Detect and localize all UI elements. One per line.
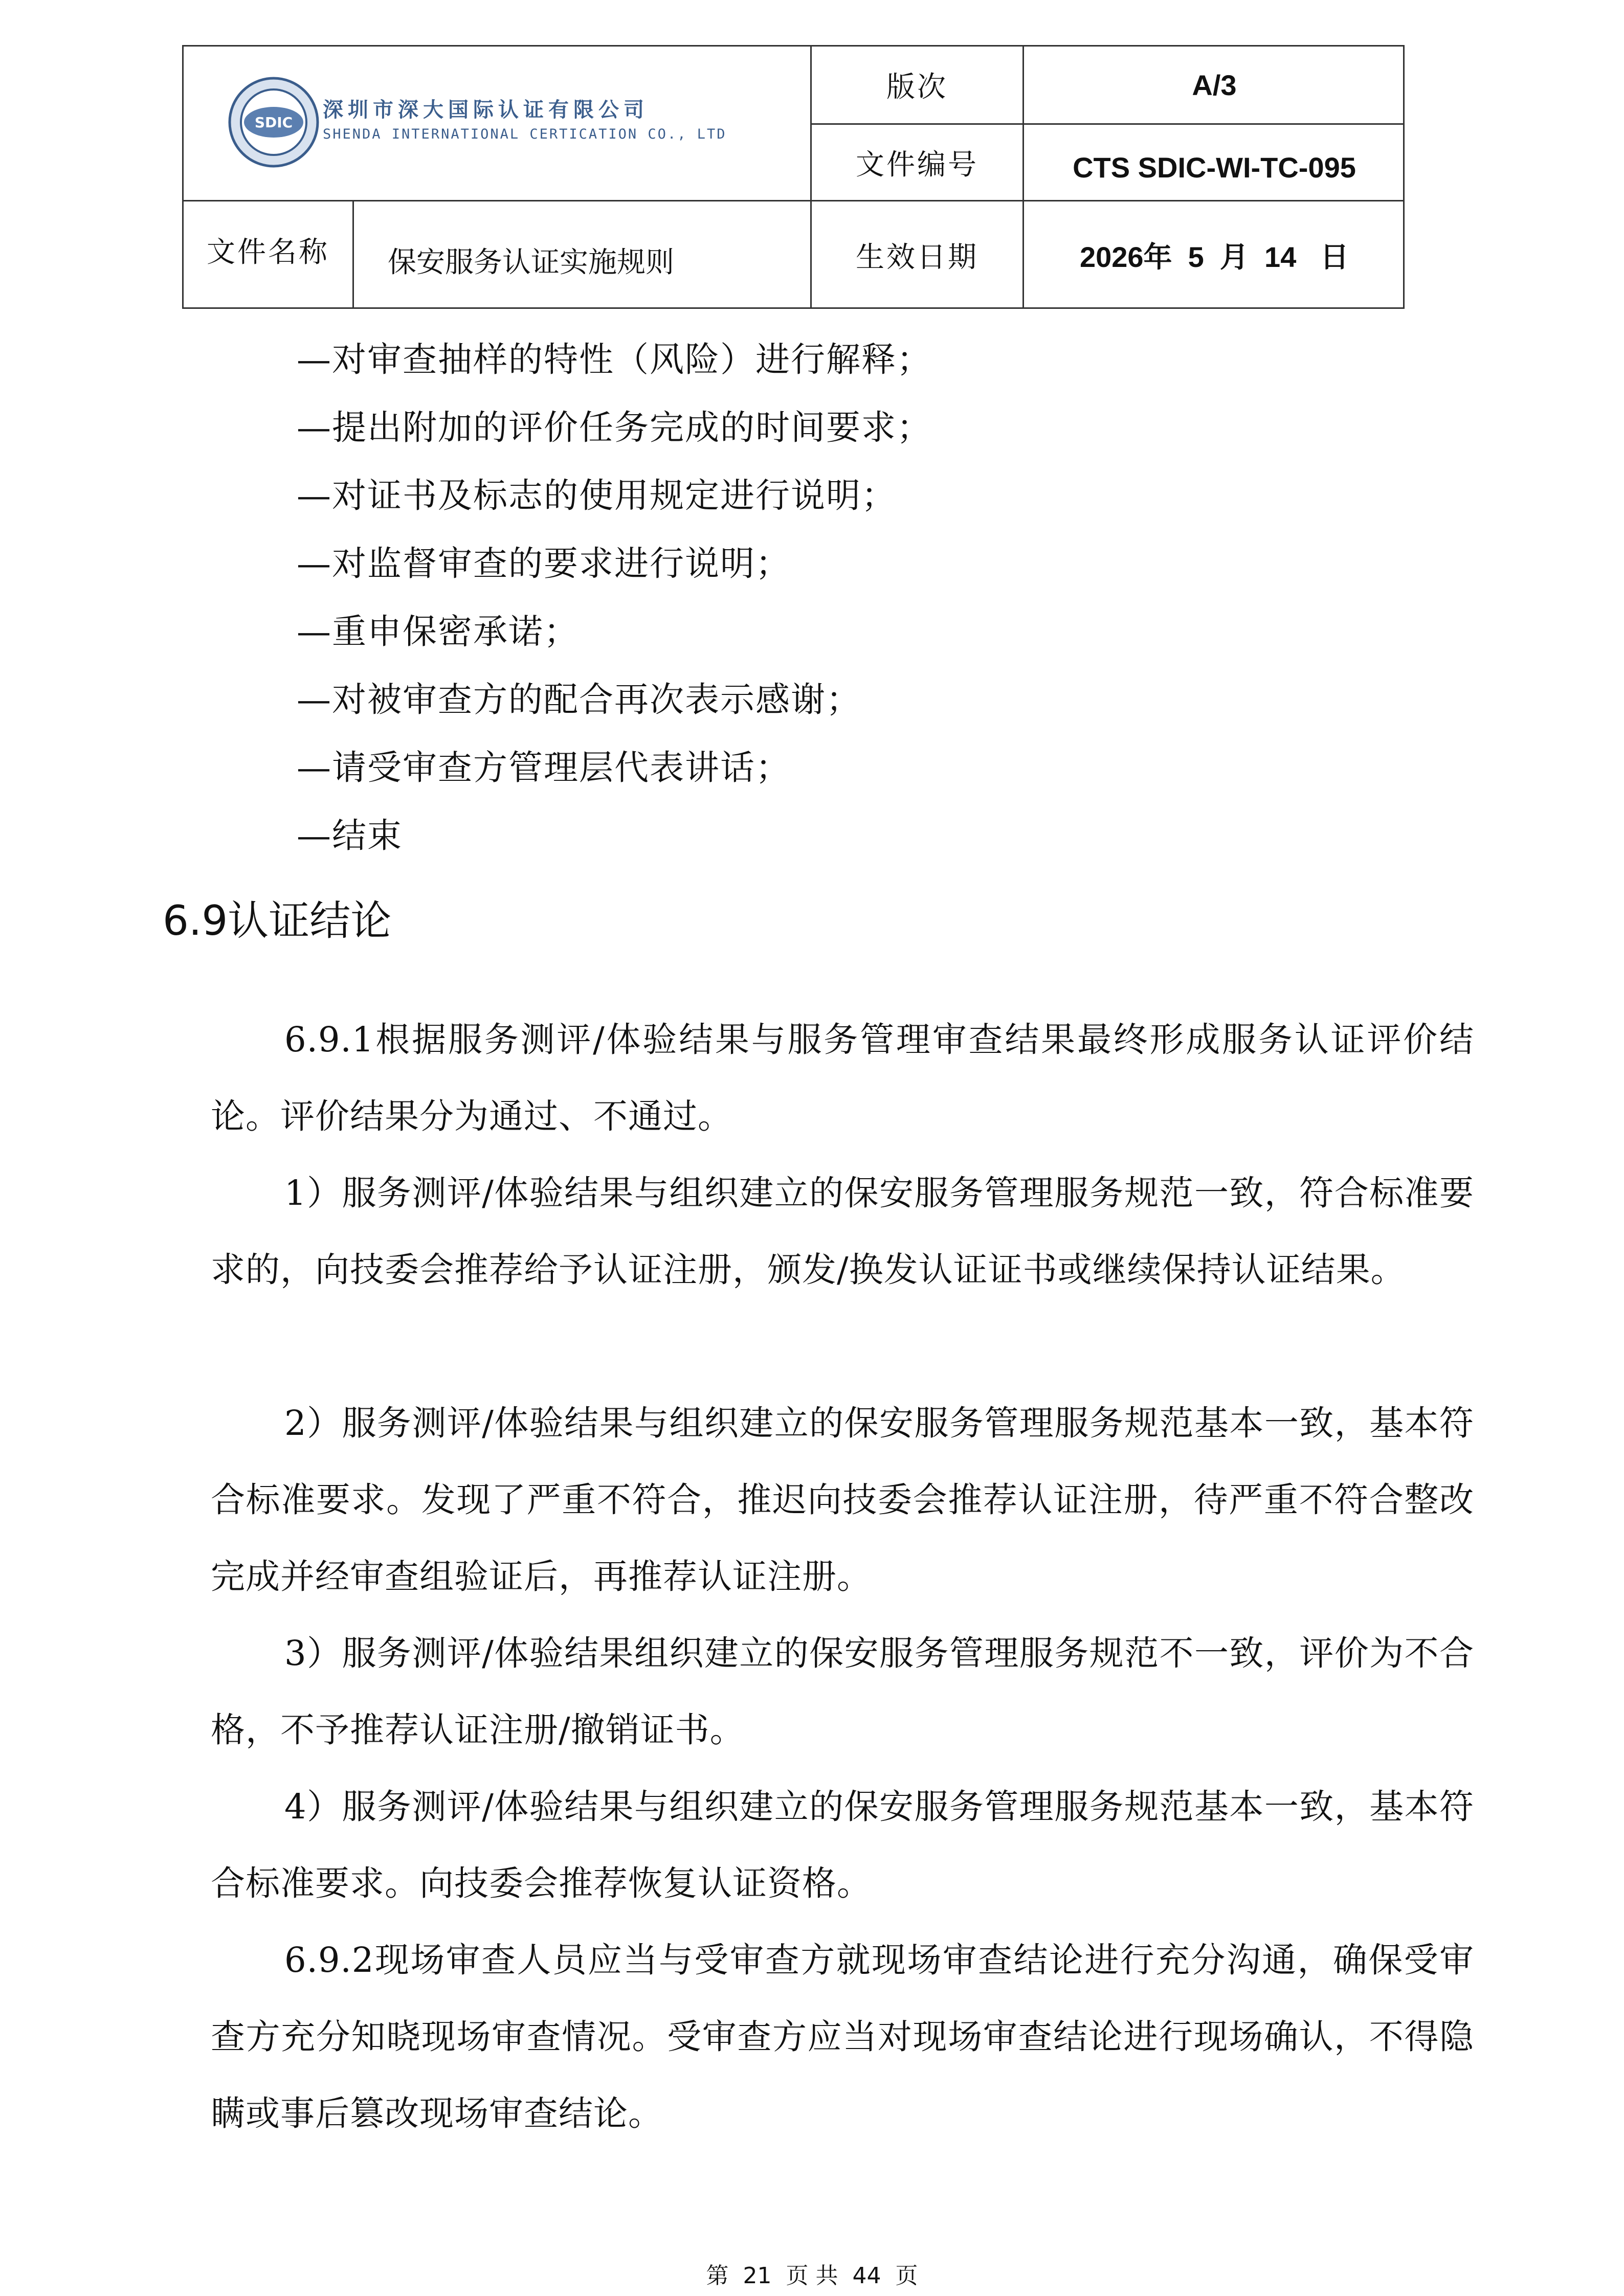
list-item: —对被审查方的配合再次表示感谢； [297,680,861,719]
page-suffix: 页 [895,2263,918,2289]
list-item: —对监督审查的要求进行说明； [297,544,791,583]
page-current: 21 [743,2263,772,2289]
company-name-en: SHENDA INTERNATIONAL CERTICATION CO., LTD [323,126,727,142]
version-value: A/3 [1192,69,1237,101]
list-item: —重申保密承诺； [297,612,579,651]
sdic-seal-icon [228,76,320,168]
doc-name-value: 保安服务认证实施规则 [388,246,674,279]
page-middle: 页 共 [786,2263,838,2289]
paragraph-item-2: 2）服务测评/体验结果与组织建立的保安服务管理服务规范基本一致，基本符合标准要求。发现了严重不符合，推迟向技委会推荐认证注册，待严重不符合整改完成并经审查组验证后，再推荐认证注册。 [211,1403,1474,1596]
paragraph-6-9-1: 6.9.1根据服务测评/体验结果与服务管理审查结果最终形成服务认证评价结论。评价结果分为通过、不通过。 [211,1020,1474,1136]
paragraph-6-9-2: 6.9.2现场审查人员应当与受审查方就现场审查结论进行充分沟通，确保受审查方充分知晓现场审查情况。受审查方应当对现场审查结论进行现场确认，不得隐瞒或事后篡改现场审查结论。 [211,1940,1474,2133]
paragraph-item-3: 3）服务测评/体验结果组织建立的保安服务管理服务规范不一致，评价为不合格，不予推荐认证注册/撤销证书。 [211,1633,1474,1750]
company-logo [184,47,810,200]
doc-name-label: 文件名称 [207,236,329,269]
effective-date-value: 2026年 5 月 14 日 [1079,241,1349,273]
doc-number-label: 文件编号 [856,148,978,182]
paragraph-item-4: 4）服务测评/体验结果与组织建立的保安服务管理服务规范基本一致，基本符合标准要求。向技委会推荐恢复认证资格。 [211,1787,1474,1903]
version-label: 版次 [886,71,948,104]
list-item: —结束 [297,816,403,856]
page-prefix: 第 [706,2263,729,2289]
list-item: —提出附加的评价任务完成的时间要求； [297,408,932,447]
svg-text:SDIC: SDIC [254,114,293,131]
company-name-cn: 深圳市深大国际认证有限公司 [323,98,649,122]
document-header-table [182,45,1405,309]
page-total: 44 [852,2263,881,2289]
page-footer [0,2257,1624,2290]
section-title: 6.9认证结论 [163,897,392,944]
list-item: —对证书及标志的使用规定进行说明； [297,476,897,515]
doc-number-value: CTS SDIC-WI-TC-095 [1073,151,1356,184]
effective-date-label: 生效日期 [856,241,978,274]
paragraph-item-1: 1）服务测评/体验结果与组织建立的保安服务管理服务规范一致，符合标准要求的，向技委会推荐给予认证注册，颁发/换发认证证书或继续保持认证结果。 [211,1173,1474,1290]
list-item: —对审查抽样的特性（风险）进行解释； [297,340,932,379]
list-item: —请受审查方管理层代表讲话； [297,748,791,787]
